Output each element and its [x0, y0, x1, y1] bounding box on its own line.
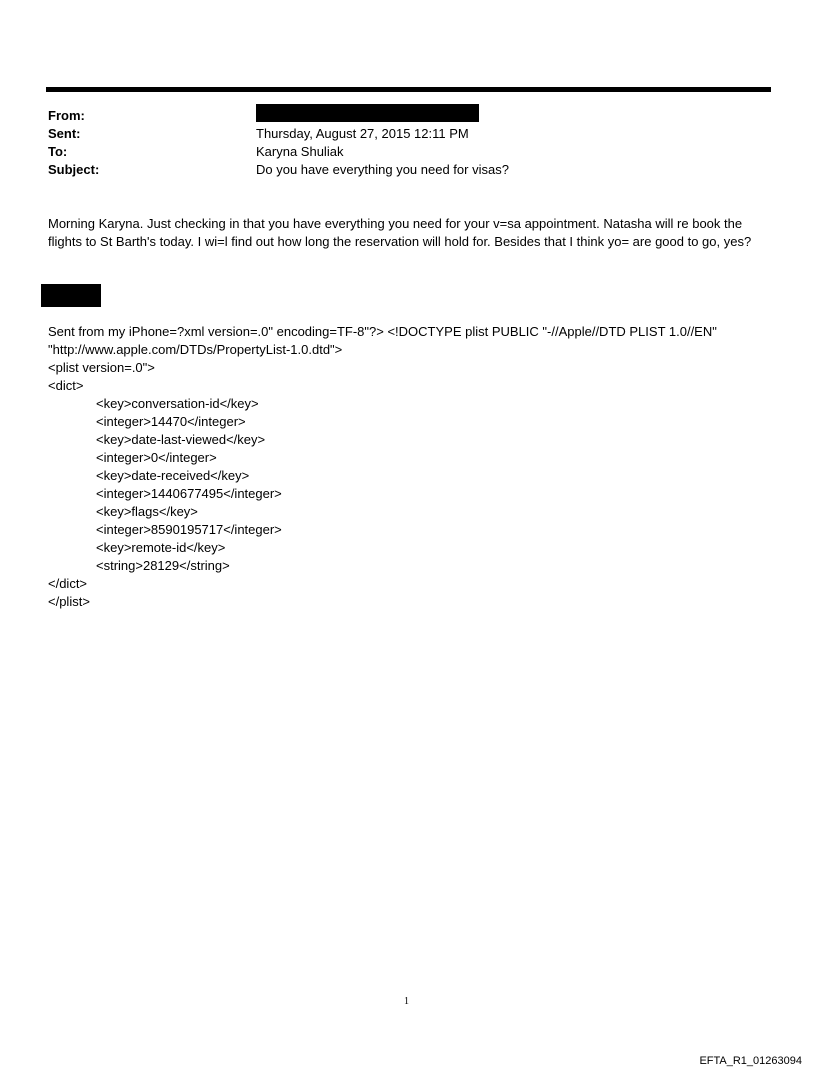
from-redaction: [256, 104, 479, 122]
signature-redaction: [41, 284, 101, 307]
document-id: EFTA_R1_01263094: [699, 1055, 802, 1067]
plist-block: [48, 323, 773, 611]
plist-entry: <integer>8590195717</integer>: [96, 522, 282, 537]
header-rule: [46, 87, 771, 92]
plist-line: Sent from my iPhone=?xml version=.0" encoding=TF-8"?> <!DOCTYPE plist PUBLIC "-//Apple//DTD PLIST 1.0//EN": [48, 324, 717, 339]
sent-value: Thursday, August 27, 2015 12:11 PM: [256, 126, 469, 141]
plist-line: "http://www.apple.com/DTDs/PropertyList-1.0.dtd">: [48, 342, 343, 357]
to-label: To:: [48, 144, 68, 159]
plist-line: </plist>: [48, 594, 90, 609]
plist-line: </dict>: [48, 576, 88, 591]
plist-entry: <key>date-received</key>: [96, 468, 250, 483]
subject-label: Subject:: [48, 162, 100, 177]
from-label: From:: [48, 108, 85, 123]
plist-entry: <key>conversation-id</key>: [96, 396, 259, 411]
plist-entry: <integer>0</integer>: [96, 450, 217, 465]
plist-entry: <key>remote-id</key>: [96, 540, 226, 555]
plist-entry: <integer>1440677495</integer>: [96, 486, 282, 501]
subject-value: Do you have everything you need for visas?: [256, 162, 509, 177]
sent-label: Sent:: [48, 126, 81, 141]
email-body-paragraph: Morning Karyna. Just checking in that you have everything you need for your v=sa appointment. Natasha will re book the flights to St Barth's today. I wi=l find out how long the reservation will hold for. Besides that I think yo= are good to go, yes?: [48, 216, 752, 249]
plist-line: <plist version=.0">: [48, 360, 155, 375]
plist-entry: <key>flags</key>: [96, 504, 198, 519]
plist-entry: <key>date-last-viewed</key>: [96, 432, 266, 447]
to-value: Karyna Shuliak: [256, 144, 344, 159]
plist-entry: <integer>14470</integer>: [96, 414, 246, 429]
plist-line: <dict>: [48, 378, 84, 393]
page-number: 1: [404, 996, 409, 1007]
plist-entry: <string>28129</string>: [96, 558, 230, 573]
